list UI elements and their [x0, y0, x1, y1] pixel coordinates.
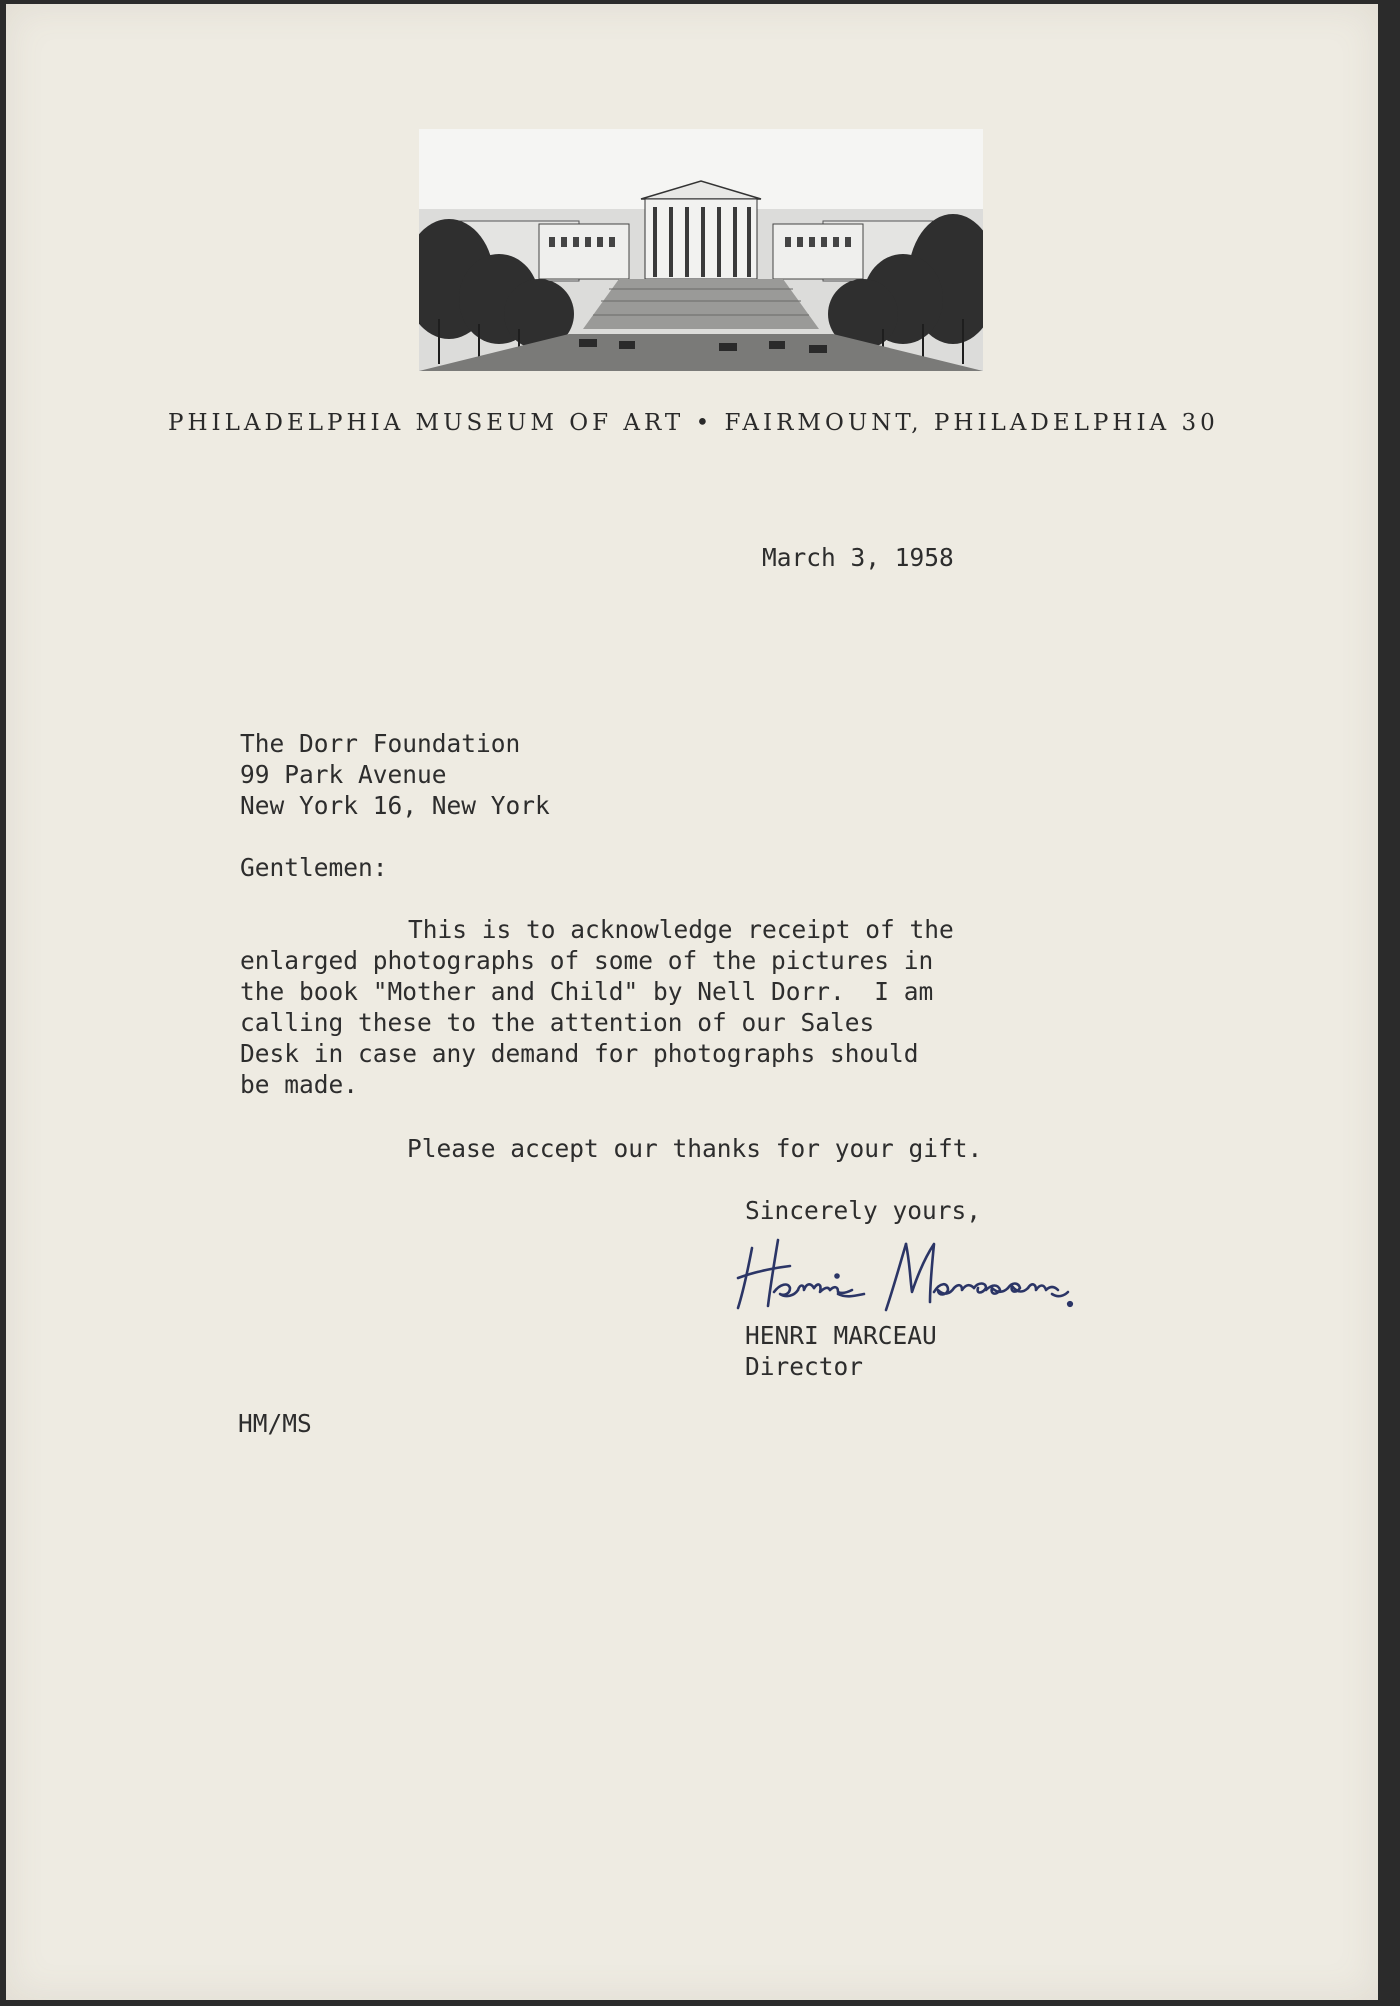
- signer-name: HENRI MARCEAU: [745, 1321, 937, 1350]
- paragraph-line: enlarged photographs of some of the pictures in: [240, 946, 934, 975]
- paragraph-line: be made.: [240, 1070, 359, 1099]
- museum-building-engraving: [419, 129, 983, 371]
- body-paragraph-2: Please accept our thanks for your gift.: [407, 1134, 983, 1163]
- recipient-street: 99 Park Avenue: [240, 760, 447, 789]
- handwritten-signature: [734, 1234, 1134, 1314]
- recipient-address: [240, 728, 550, 821]
- recipient-city: New York 16, New York: [240, 791, 550, 820]
- paragraph-line: This is to acknowledge receipt of the: [408, 915, 954, 944]
- letterhead-institution-line: PHILADELPHIA MUSEUM OF ART • FAIRMOUNT, PHILADELPHIA 30: [168, 410, 1219, 436]
- signer-title: Director: [745, 1352, 864, 1381]
- paragraph-line: Desk in case any demand for photographs should: [240, 1039, 919, 1068]
- complimentary-closing: Sincerely yours,: [745, 1196, 982, 1225]
- letter-page: [6, 4, 1378, 2000]
- paragraph-line: calling these to the attention of our Sales: [240, 1008, 875, 1037]
- signer-block: [745, 1320, 937, 1382]
- recipient-name: The Dorr Foundation: [240, 729, 521, 758]
- body-paragraph-1: [240, 914, 954, 1100]
- paragraph-line: the book "Mother and Child" by Nell Dorr. I am: [240, 977, 934, 1006]
- reference-initials: HM/MS: [238, 1409, 312, 1438]
- salutation: Gentlemen:: [240, 853, 388, 882]
- letter-date: March 3, 1958: [762, 543, 954, 572]
